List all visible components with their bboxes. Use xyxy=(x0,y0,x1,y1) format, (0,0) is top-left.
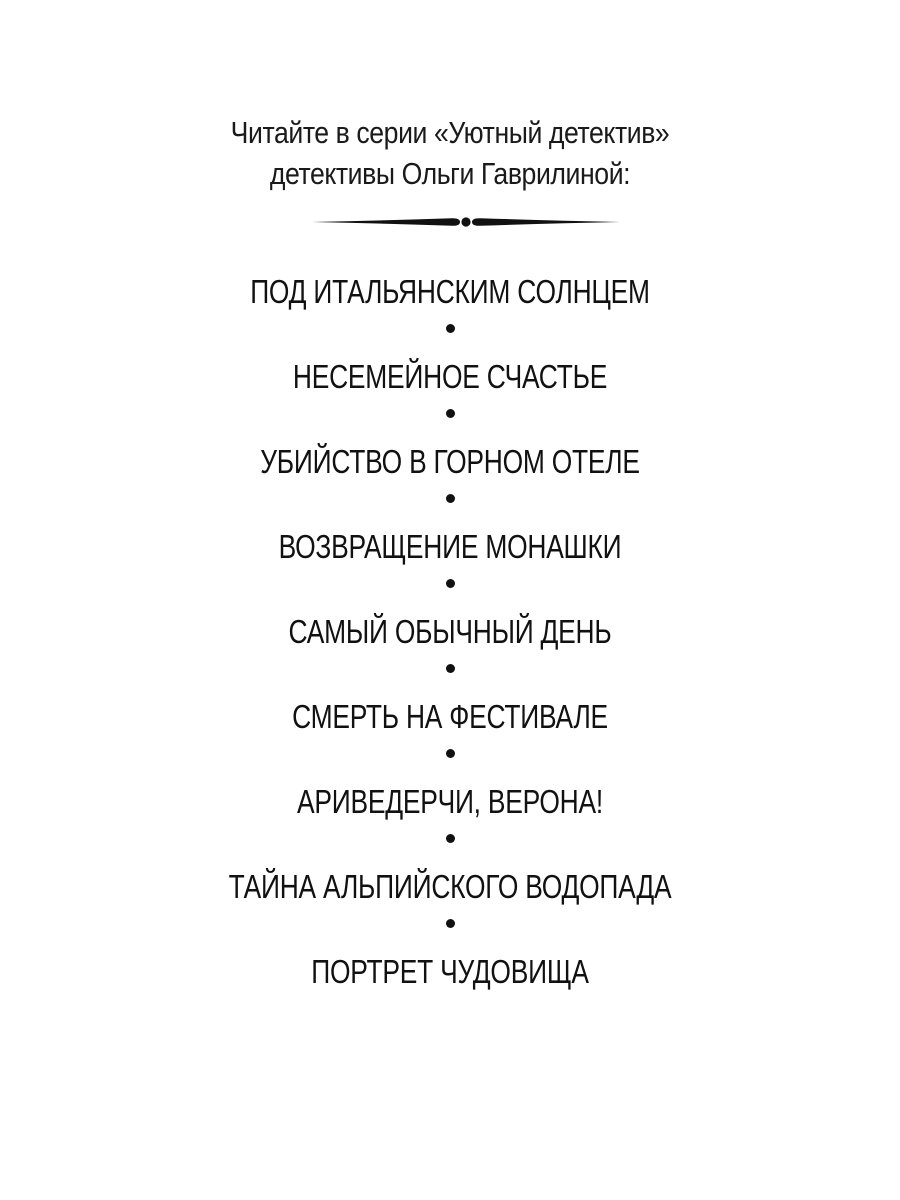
book-title: УБИЙСТВО В ГОРНОМ ОТЕЛЕ xyxy=(260,443,640,480)
bullet-separator-icon xyxy=(446,579,455,588)
book-title: СМЕРТЬ НА ФЕСТИВАЛЕ xyxy=(292,698,608,735)
book-list-item xyxy=(0,950,900,1035)
bullet-separator-icon xyxy=(446,834,455,843)
series-intro-line-1: Читайте в серии «Уютный детектив» xyxy=(230,115,670,150)
book-list xyxy=(0,270,900,1035)
series-intro-line-2: детективы Ольги Гаврилиной: xyxy=(269,156,631,191)
book-title: ТАЙНА АЛЬПИЙСКОГО ВОДОПАДА xyxy=(228,868,672,905)
decorative-divider-icon xyxy=(310,208,622,236)
bullet-separator-icon xyxy=(446,919,455,928)
bullet-separator-icon xyxy=(446,664,455,673)
book-list-item xyxy=(0,355,900,440)
book-list-item xyxy=(0,695,900,780)
bullet-separator-icon xyxy=(446,324,455,333)
book-list-item xyxy=(0,780,900,865)
book-list-item xyxy=(0,610,900,695)
book-title: НЕСЕМЕЙНОЕ СЧАСТЬЕ xyxy=(292,358,608,395)
book-title: САМЫЙ ОБЫЧНЫЙ ДЕНЬ xyxy=(288,613,612,650)
series-intro xyxy=(0,112,900,194)
book-list-item xyxy=(0,270,900,355)
book-title: ПОД ИТАЛЬЯНСКИМ СОЛНЦЕМ xyxy=(250,273,650,310)
book-list-item xyxy=(0,865,900,950)
book-list-item xyxy=(0,525,900,610)
book-title: ПОРТРЕТ ЧУДОВИЩА xyxy=(311,953,589,990)
book-title: АРИВЕДЕРЧИ, ВЕРОНА! xyxy=(297,783,603,820)
bullet-separator-icon xyxy=(446,409,455,418)
bullet-separator-icon xyxy=(446,749,455,758)
bullet-separator-icon xyxy=(446,494,455,503)
book-list-item xyxy=(0,440,900,525)
book-title: ВОЗВРАЩЕНИЕ МОНАШКИ xyxy=(278,528,622,565)
